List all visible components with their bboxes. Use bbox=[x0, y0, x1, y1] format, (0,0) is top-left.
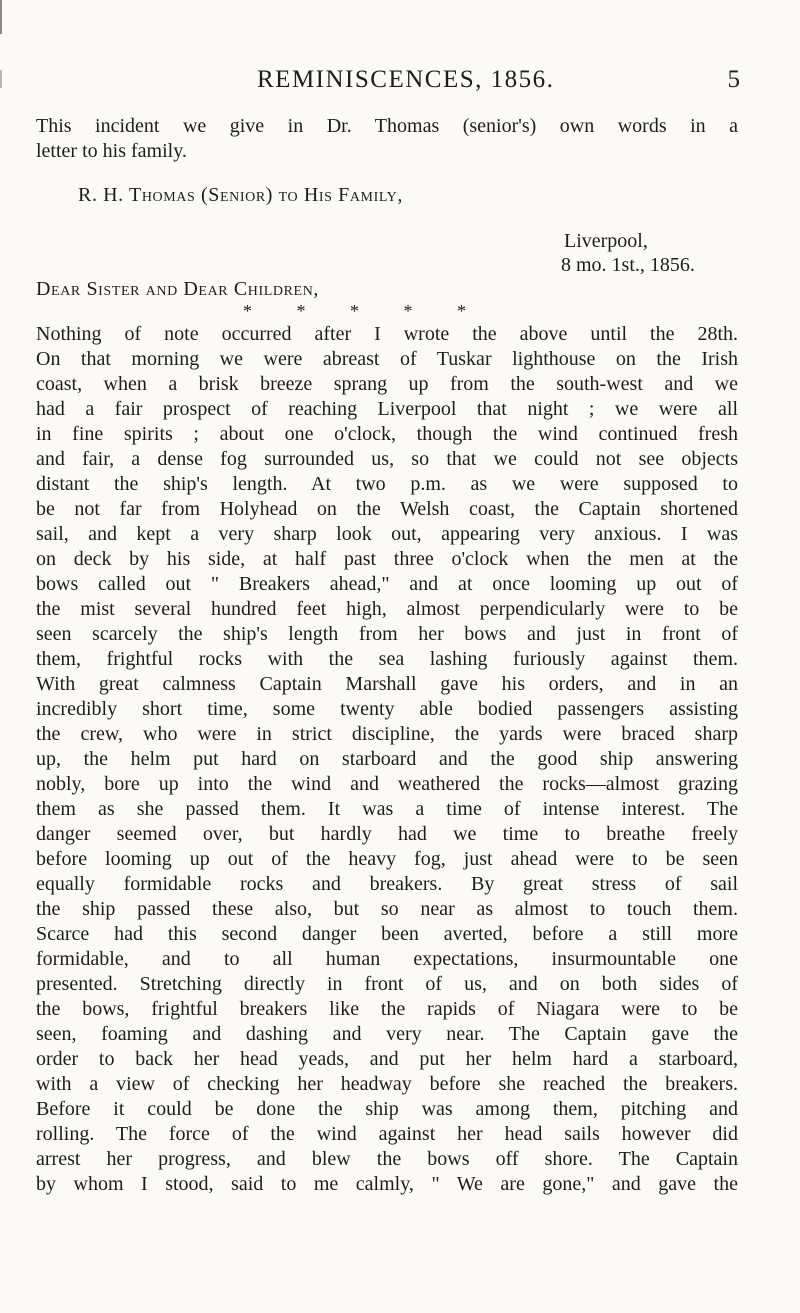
body-line: before looming up out of the heavy fog, just ahead were to be seen bbox=[36, 848, 738, 870]
body-line: them, frightful rocks with the sea lashing furiously against them. bbox=[36, 648, 738, 670]
body-line: seen scarcely the ship's length from her bows and just in front of bbox=[36, 623, 738, 645]
body-line: Before it could be done the ship was among them, pitching and bbox=[36, 1098, 738, 1120]
running-head bbox=[0, 66, 800, 106]
body-line: With great calmness Captain Marshall gave his orders, and in an bbox=[36, 673, 738, 695]
body-line: equally formidable rocks and breakers. By great stress of sail bbox=[36, 873, 738, 895]
body-line: danger seemed over, but hardly had we time to breathe freely bbox=[36, 823, 738, 845]
page-edge-shadow bbox=[0, 0, 2, 34]
body-line: sail, and kept a very sharp look out, appearing very anxious. I was bbox=[36, 523, 738, 545]
body-line: had a fair prospect of reaching Liverpool that night ; we were all bbox=[36, 398, 738, 420]
body-line: distant the ship's length. At two p.m. as we were supposed to bbox=[36, 473, 738, 495]
letter-salutation: Dear Sister and Dear Children, bbox=[36, 278, 320, 300]
body-line: arrest her progress, and blew the bows off shore. The Captain bbox=[36, 1148, 738, 1170]
body-line: on deck by his side, at half past three o'clock when the men at the bbox=[36, 548, 738, 570]
body-line: in fine spirits ; about one o'clock, though the wind continued fresh bbox=[36, 423, 738, 445]
letter-heading: R. H. Thomas (Senior) to His Family, bbox=[78, 184, 403, 206]
ellipsis-stars: * * * * * bbox=[243, 301, 486, 321]
body-line: Nothing of note occurred after I wrote the above until the 28th. bbox=[36, 323, 738, 345]
running-title: REMINISCENCES, 1856. bbox=[257, 66, 555, 93]
body-line: the mist several hundred feet high, almost perpendicularly were to be bbox=[36, 598, 738, 620]
body-line: the ship passed these also, but so near as almost to touch them. bbox=[36, 898, 738, 920]
body-line: rolling. The force of the wind against her head sails however did bbox=[36, 1123, 738, 1145]
intro-line: letter to his family. bbox=[36, 140, 187, 162]
body-line: seen, foaming and dashing and very near. The Captain gave the bbox=[36, 1023, 738, 1045]
body-line: presented. Stretching directly in front of us, and on both sides of bbox=[36, 973, 738, 995]
letter-date: 8 mo. 1st., 1856. bbox=[561, 254, 695, 276]
letter-place: Liverpool, bbox=[564, 230, 648, 252]
body-line: incredibly short time, some twenty able bodied passengers assisting bbox=[36, 698, 738, 720]
body-line: the bows, frightful breakers like the rapids of Niagara were to be bbox=[36, 998, 738, 1020]
body-line: formidable, and to all human expectations, insurmountable one bbox=[36, 948, 738, 970]
body-line: the crew, who were in strict discipline, the yards were braced sharp bbox=[36, 723, 738, 745]
body-line: Scarce had this second danger been averted, before a still more bbox=[36, 923, 738, 945]
intro-line: This incident we give in Dr. Thomas (senior's) own words in a bbox=[36, 115, 738, 137]
body-line: up, the helm put hard on starboard and the good ship answering bbox=[36, 748, 738, 770]
body-line: On that morning we were abreast of Tuskar lighthouse on the Irish bbox=[36, 348, 738, 370]
body-line: order to back her head yeads, and put her helm hard a starboard, bbox=[36, 1048, 738, 1070]
body-line: coast, when a brisk breeze sprang up from the south-west and we bbox=[36, 373, 738, 395]
body-line: them as she passed them. It was a time of intense interest. The bbox=[36, 798, 738, 820]
body-line: nobly, bore up into the wind and weathered the rocks—almost grazing bbox=[36, 773, 738, 795]
page-number: 5 bbox=[727, 66, 740, 93]
body-line: be not far from Holyhead on the Welsh coast, the Captain shortened bbox=[36, 498, 738, 520]
body-line: with a view of checking her headway before she reached the breakers. bbox=[36, 1073, 738, 1095]
body-line: and fair, a dense fog surrounded us, so that we could not see objects bbox=[36, 448, 738, 470]
body-line: by whom I stood, said to me calmly, " We are gone," and gave the bbox=[36, 1173, 738, 1195]
body-line: bows called out " Breakers ahead," and at once looming up out of bbox=[36, 573, 738, 595]
